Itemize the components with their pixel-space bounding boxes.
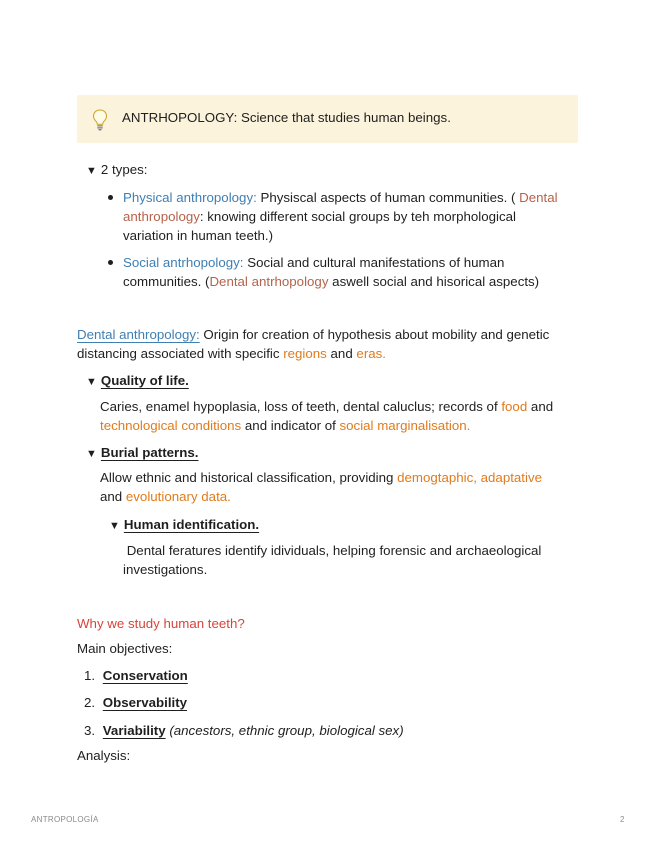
objective-item [84,693,187,712]
analysis-label: Analysis: [77,748,131,763]
list-item-physical: Physical anthropology: Physiscal aspects of human communities. ( Dental anthropology: knowing different social groups by teh morphological variation in human teeth.) [123,190,558,243]
toggle-triangle-icon[interactable]: ▼ [109,520,120,532]
objective-item [84,666,188,685]
page-number: 2 [620,815,625,824]
toggle-two-types[interactable] [86,160,147,181]
lightbulb-icon [92,109,108,131]
dental-anthropology-paragraph: Dental anthropology: Origin for creation of hypothesis about mobility and genetic distancing associated with specific regions and eras. [77,327,550,361]
objective-label: Variability [102,723,166,738]
bullet-icon [108,260,113,265]
toggle-heading: Human identification. [123,517,260,532]
dental-anthropology-link[interactable]: Dental anthropology: [77,327,200,342]
human-identification-text: Dental feratures identify idividuals, helping forensic and archaeological investigations. [123,543,542,577]
section-heading-why: Why we study human teeth? [77,616,245,631]
burial-patterns-text: Allow ethnic and historical classification, providing demogtaphic, adaptative and evolutionary data. [100,470,542,504]
main-objectives-label: Main objectives: [77,641,173,656]
toggle-triangle-icon[interactable]: ▼ [86,376,97,388]
toggle-human-identification[interactable] [109,515,259,536]
toggle-heading: Quality of life. [100,373,189,388]
callout-text: ANTRHOPOLOGY: Science that studies human beings. [122,110,451,125]
list-number: 2. [84,695,96,710]
objective-label: Conservation [102,668,188,683]
objective-note: (ancestors, ethnic group, biological sex) [169,723,404,738]
toggle-triangle-icon[interactable]: ▼ [86,165,97,177]
term-social-anthropology: Social antrhopology: [123,255,244,270]
term-dental-anthropology: Dental [519,190,558,205]
toggle-heading: Burial patterns. [100,445,199,460]
quality-of-life-text: Caries, enamel hypoplasia, loss of teeth, dental caluclus; records of food and technological conditions and indicator of social marginalisation. [100,399,554,433]
bullet-icon [108,195,113,200]
toggle-burial-patterns[interactable] [86,443,198,464]
callout-block [77,95,578,143]
term-physical-anthropology: Physical anthropology: [123,190,257,205]
toggle-label: 2 types: [100,162,148,177]
objective-label: Observability [102,695,188,710]
list-number: 3. [84,723,96,738]
term-dental-anthropology: Dental antrhopology [209,274,329,289]
objective-item [84,721,404,740]
list-item-social: Social antrhopology: Social and cultural manifestations of human communities. (Dental antrhopology aswell social and hisorical aspects) [123,255,540,289]
footer-title: ANTROPOLOGÍA [31,815,99,824]
toggle-quality-of-life[interactable] [86,371,189,392]
toggle-triangle-icon[interactable]: ▼ [86,448,97,460]
list-number: 1. [84,668,96,683]
